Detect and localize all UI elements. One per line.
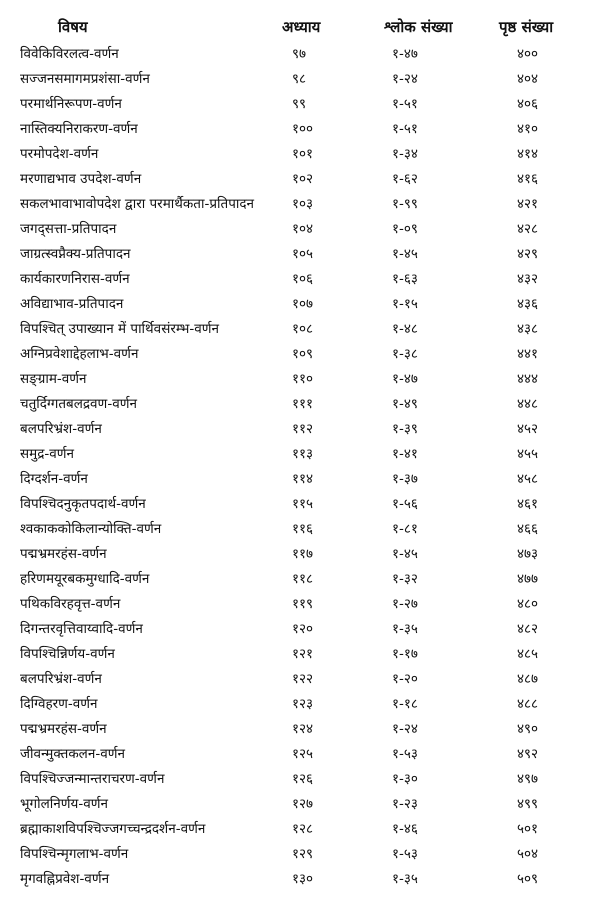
chapter-cell: १२७ (292, 795, 314, 812)
page-number-cell: ४३६ (517, 295, 539, 312)
chapter-cell: ११७ (292, 545, 314, 562)
chapter-cell: ११६ (292, 520, 314, 537)
shloka-range-cell: १-४९ (392, 395, 418, 412)
page-number-cell: ५०९ (517, 870, 539, 887)
table-row (0, 465, 600, 490)
subject-cell: विवेकिविरलत्व-वर्णन (20, 45, 119, 62)
page-number-cell: ४५२ (517, 420, 539, 437)
table-row (0, 840, 600, 865)
page-number-cell: ४६६ (517, 520, 539, 537)
table-row (0, 340, 600, 365)
page-number-cell: ४८८ (517, 695, 539, 712)
shloka-range-cell: १-१५ (392, 295, 418, 312)
page-number-cell: ४८७ (517, 670, 539, 687)
shloka-range-cell: १-४१ (392, 445, 418, 462)
page-number-cell: ४९० (517, 720, 539, 737)
subject-cell: विपश्चिन्मृगलाभ-वर्णन (20, 845, 129, 862)
shloka-range-cell: १-६३ (392, 270, 418, 287)
shloka-range-cell: १-३५ (392, 620, 418, 637)
subject-cell: दिग्विहरण-वर्णन (20, 695, 98, 712)
shloka-count-header: श्लोक संख्या (384, 18, 453, 36)
page-number-cell: ४१६ (517, 170, 539, 187)
shloka-range-cell: १-०९ (392, 220, 418, 237)
table-row (0, 90, 600, 115)
chapter-cell: १०६ (292, 270, 314, 287)
page-number-cell: ४९२ (517, 745, 539, 762)
shloka-range-cell: १-१७ (392, 645, 418, 662)
subject-cell: सकलभावाभावोपदेश द्वारा परमार्थैकता-प्रतिपादन (20, 195, 255, 212)
page-number-cell: ४१४ (517, 145, 539, 162)
page-number-cell: ४७३ (517, 545, 539, 562)
page-number-cell: ४४४ (517, 370, 539, 387)
page-number-cell: ४०६ (517, 95, 539, 112)
table-row (0, 115, 600, 140)
chapter-cell: १२२ (292, 670, 314, 687)
page-number-cell: ४३२ (517, 270, 539, 287)
table-row (0, 690, 600, 715)
subject-cell: मरणाद्यभाव उपदेश-वर्णन (20, 170, 142, 187)
table-row (0, 865, 600, 890)
subject-cell: सज्जनसमागमप्रशंसा-वर्णन (20, 70, 150, 87)
chapter-cell: ९७ (292, 45, 307, 62)
page-number-cell: ४९९ (517, 795, 539, 812)
shloka-range-cell: १-२४ (392, 70, 418, 87)
page-number-cell: ४३८ (517, 320, 539, 337)
chapter-cell: १०७ (292, 295, 314, 312)
chapter-cell: १३० (292, 870, 314, 887)
subject-cell: पद्मभ्रमरहंस-वर्णन (20, 720, 107, 737)
chapter-cell: १२० (292, 620, 314, 637)
subject-cell: हरिणमयूरबकमुग्धादि-वर्णन (20, 570, 150, 587)
shloka-range-cell: १-३८ (392, 345, 418, 362)
page-number-cell: ४८५ (517, 645, 539, 662)
table-row (0, 65, 600, 90)
shloka-range-cell: १-२७ (392, 595, 418, 612)
table-row (0, 265, 600, 290)
chapter-cell: ११३ (292, 445, 314, 462)
subject-cell: दिगन्तरवृत्तिवाय्वादि-वर्णन (20, 620, 143, 637)
header-row (0, 14, 600, 40)
subject-cell: परमोपदेश-वर्णन (20, 145, 99, 162)
chapter-cell: १२३ (292, 695, 314, 712)
subject-cell: विपश्चित् उपाख्यान में पार्थिवसंरम्भ-वर्णन (20, 320, 220, 337)
chapter-cell: १२९ (292, 845, 314, 862)
chapter-cell: १२५ (292, 745, 314, 762)
page-number-cell: ४२१ (517, 195, 539, 212)
page-number-cell: ४०० (517, 45, 539, 62)
table-row (0, 215, 600, 240)
page-number-cell: ४२८ (517, 220, 539, 237)
chapter-cell: १२४ (292, 720, 314, 737)
table-row (0, 615, 600, 640)
table-row (0, 665, 600, 690)
shloka-range-cell: १-३९ (392, 420, 418, 437)
subject-cell: बलपरिभ्रंश-वर्णन (20, 670, 102, 687)
subject-cell: विपश्चिन्निर्णय-वर्णन (20, 645, 115, 662)
table-row (0, 790, 600, 815)
table-row (0, 365, 600, 390)
page-number-cell: ४२९ (517, 245, 539, 262)
shloka-range-cell: १-४५ (392, 545, 418, 562)
subject-cell: पद्मभ्रमरहंस-वर्णन (20, 545, 107, 562)
subject-cell: दिग्दर्शन-वर्णन (20, 470, 88, 487)
subject-cell: बलपरिभ्रंश-वर्णन (20, 420, 102, 437)
chapter-cell: ९९ (292, 95, 307, 112)
shloka-range-cell: १-३७ (392, 470, 418, 487)
table-row (0, 140, 600, 165)
chapter-cell: १०० (292, 120, 314, 137)
shloka-range-cell: १-६२ (392, 170, 418, 187)
shloka-range-cell: १-८१ (392, 520, 418, 537)
page-number-cell: ४०४ (517, 70, 539, 87)
subject-cell: सङ्ग्राम-वर्णन (20, 370, 87, 387)
subject-cell: नास्तिक्यनिराकरण-वर्णन (20, 120, 138, 137)
table-row (0, 765, 600, 790)
shloka-range-cell: १-४६ (392, 820, 418, 837)
shloka-range-cell: १-९९ (392, 195, 418, 212)
page-number-cell: ४८२ (517, 620, 539, 637)
chapter-cell: १०४ (292, 220, 314, 237)
page-number-cell: ४७७ (517, 570, 539, 587)
subject-cell: पथिकविरहवृत्त-वर्णन (20, 595, 121, 612)
chapter-cell: १०५ (292, 245, 314, 262)
shloka-range-cell: १-५१ (392, 95, 418, 112)
table-row (0, 240, 600, 265)
table-row (0, 515, 600, 540)
page-number-cell: ४५५ (517, 445, 539, 462)
shloka-range-cell: १-५३ (392, 845, 418, 862)
subject-cell: जगद्सत्ता-प्रतिपादन (20, 220, 117, 237)
chapter-cell: ११८ (292, 570, 314, 587)
chapter-cell: १०९ (292, 345, 314, 362)
table-row (0, 740, 600, 765)
table-row (0, 815, 600, 840)
contents-body (0, 40, 600, 890)
chapter-cell: ११९ (292, 595, 314, 612)
table-row (0, 390, 600, 415)
shloka-range-cell: १-२४ (392, 720, 418, 737)
chapter-cell: ११४ (292, 470, 314, 487)
page-number-cell: ४९७ (517, 770, 539, 787)
table-row (0, 290, 600, 315)
subject-cell: अविद्याभाव-प्रतिपादन (20, 295, 124, 312)
shloka-range-cell: १-५६ (392, 495, 418, 512)
contents-table (0, 14, 600, 890)
table-row (0, 715, 600, 740)
subject-cell: विपश्चिज्जन्मान्तराचरण-वर्णन (20, 770, 165, 787)
page-number-cell: ४१० (517, 120, 539, 137)
chapter-cell: ११२ (292, 420, 314, 437)
chapter-cell: १०८ (292, 320, 314, 337)
chapter-cell: १०१ (292, 145, 314, 162)
page-number-cell: ५०४ (517, 845, 539, 862)
subject-cell: भूगोलनिर्णय-वर्णन (20, 795, 108, 812)
shloka-range-cell: १-५१ (392, 120, 418, 137)
table-row (0, 565, 600, 590)
chapter-header: अध्याय (282, 18, 321, 36)
subject-cell: विपश्चिदनुकृतपदार्थ-वर्णन (20, 495, 146, 512)
subject-cell: चतुर्दिग्गतबलद्रवण-वर्णन (20, 395, 137, 412)
chapter-cell: १२६ (292, 770, 314, 787)
table-row (0, 440, 600, 465)
page-number-cell: ४८० (517, 595, 539, 612)
chapter-cell: १२१ (292, 645, 314, 662)
subject-header: विषय (58, 18, 88, 36)
table-row (0, 590, 600, 615)
subject-cell: मृगवह्निप्रवेश-वर्णन (20, 870, 110, 887)
shloka-range-cell: १-४७ (392, 45, 418, 62)
page-number-header: पृष्ठ संख्या (499, 18, 554, 36)
chapter-cell: १०३ (292, 195, 314, 212)
table-row (0, 640, 600, 665)
shloka-range-cell: १-१८ (392, 695, 418, 712)
subject-cell: श्वकाककोकिलान्योक्ति-वर्णन (20, 520, 162, 537)
page-number-cell: ४५८ (517, 470, 539, 487)
table-row (0, 190, 600, 215)
chapter-cell: ११५ (292, 495, 314, 512)
page-number-cell: ५०१ (517, 820, 539, 837)
page-number-cell: ४४८ (517, 395, 539, 412)
chapter-cell: १११ (292, 395, 314, 412)
chapter-cell: ९८ (292, 70, 307, 87)
table-row (0, 540, 600, 565)
chapter-cell: ११० (292, 370, 314, 387)
subject-cell: जाग्रत्स्वप्नैक्य-प्रतिपादन (20, 245, 131, 262)
shloka-range-cell: १-३४ (392, 145, 418, 162)
table-row (0, 415, 600, 440)
subject-cell: कार्यकारणनिरास-वर्णन (20, 270, 130, 287)
shloka-range-cell: १-४५ (392, 245, 418, 262)
page-number-cell: ४४१ (517, 345, 539, 362)
shloka-range-cell: १-३२ (392, 570, 418, 587)
table-row (0, 40, 600, 65)
shloka-range-cell: १-३५ (392, 870, 418, 887)
chapter-cell: १०२ (292, 170, 314, 187)
table-row (0, 165, 600, 190)
subject-cell: जीवन्मुक्तकलन-वर्णन (20, 745, 125, 762)
shloka-range-cell: १-४७ (392, 370, 418, 387)
subject-cell: समुद्र-वर्णन (20, 445, 74, 462)
page-number-cell: ४६१ (517, 495, 539, 512)
shloka-range-cell: १-२३ (392, 795, 418, 812)
chapter-cell: १२८ (292, 820, 314, 837)
subject-cell: ब्रह्माकाशविपश्चिज्जगच्चन्द्रदर्शन-वर्णन (20, 820, 206, 837)
shloka-range-cell: १-२० (392, 670, 418, 687)
shloka-range-cell: १-४८ (392, 320, 418, 337)
shloka-range-cell: १-५३ (392, 745, 418, 762)
shloka-range-cell: १-३० (392, 770, 418, 787)
table-row (0, 315, 600, 340)
subject-cell: परमार्थनिरूपण-वर्णन (20, 95, 122, 112)
table-row (0, 490, 600, 515)
subject-cell: अग्निप्रवेशाद्देहलाभ-वर्णन (20, 345, 139, 362)
